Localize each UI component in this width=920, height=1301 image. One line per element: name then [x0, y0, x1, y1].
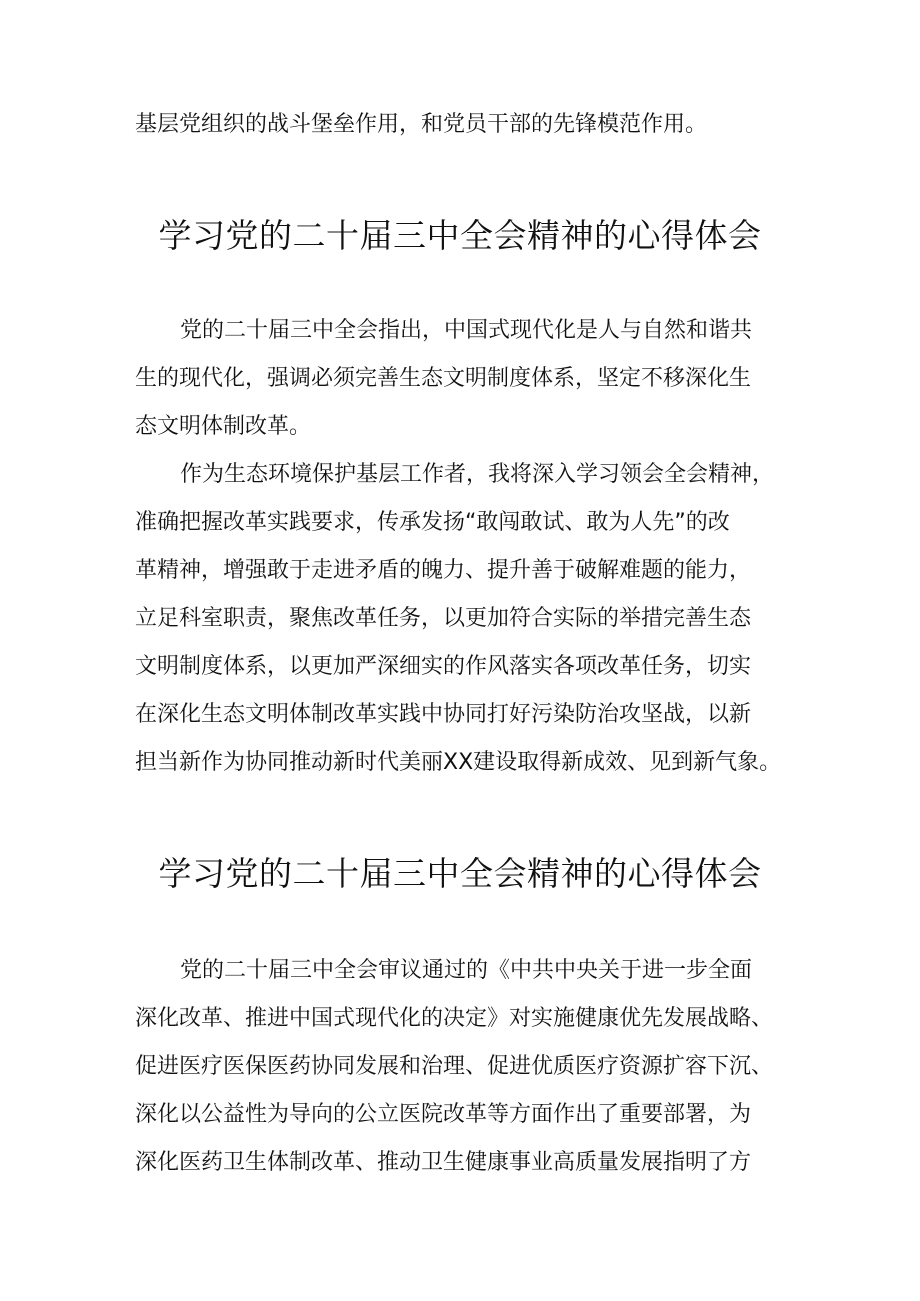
section2-p1-line5: 深化医药卫生体制改革、推动卫生健康事业高质量发展指明了方 [135, 1150, 752, 1175]
section1-p2-line1: 作为生态环境保护基层工作者，我将深入学习领会全会精神， [180, 462, 775, 487]
section2-p1-line2: 深化改革、推进中国式现代化的决定》对实施健康优先发展战略、 [135, 1006, 774, 1031]
intro-line: 基层党组织的战斗堡垒作用，和党员干部的先锋模范作用。 [135, 112, 708, 137]
section2-p1-line3: 促进医疗医保医药协同发展和治理、促进优质医疗资源扩容下沉、 [135, 1054, 774, 1079]
section1-p2-line2: 准确把握改革实践要求，传承发扬“敢闯敢试、敢为人先”的改 [135, 510, 730, 535]
section1-p2-line3: 革精神，增强敢于走进矛盾的魄力、提升善于破解难题的能力， [135, 558, 752, 583]
section1-p2-line5: 文明制度体系，以更加严深细实的作风落实各项改革任务，切实 [135, 654, 752, 679]
section1-p2-line7: 担当新作为协同推动新时代美丽XX建设取得新成效、见到新气象。 [135, 750, 782, 775]
section1-title: 学习党的二十届三中全会精神的心得体会 [158, 216, 762, 255]
section1-p2-line4: 立足科室职责，聚焦改革任务，以更加符合实际的举措完善生态 [135, 606, 752, 631]
section2-p1-line4: 深化以公益性为导向的公立医院改革等方面作出了重要部署，为 [135, 1102, 752, 1127]
section1-p1-line1: 党的二十届三中全会指出，中国式现代化是人与自然和谐共 [180, 318, 753, 343]
section2-p1-line1: 党的二十届三中全会审议通过的《中共中央关于进一步全面 [180, 958, 753, 983]
section1-p2-line6: 在深化生态文明体制改革实践中协同打好污染防治攻坚战，以新 [135, 702, 752, 727]
section2-title: 学习党的二十届三中全会精神的心得体会 [158, 854, 762, 893]
section1-p1-line3: 态文明体制改革。 [135, 414, 312, 439]
section1-p1-line2: 生的现代化，强调必须完善生态文明制度体系，坚定不移深化生 [135, 366, 752, 391]
